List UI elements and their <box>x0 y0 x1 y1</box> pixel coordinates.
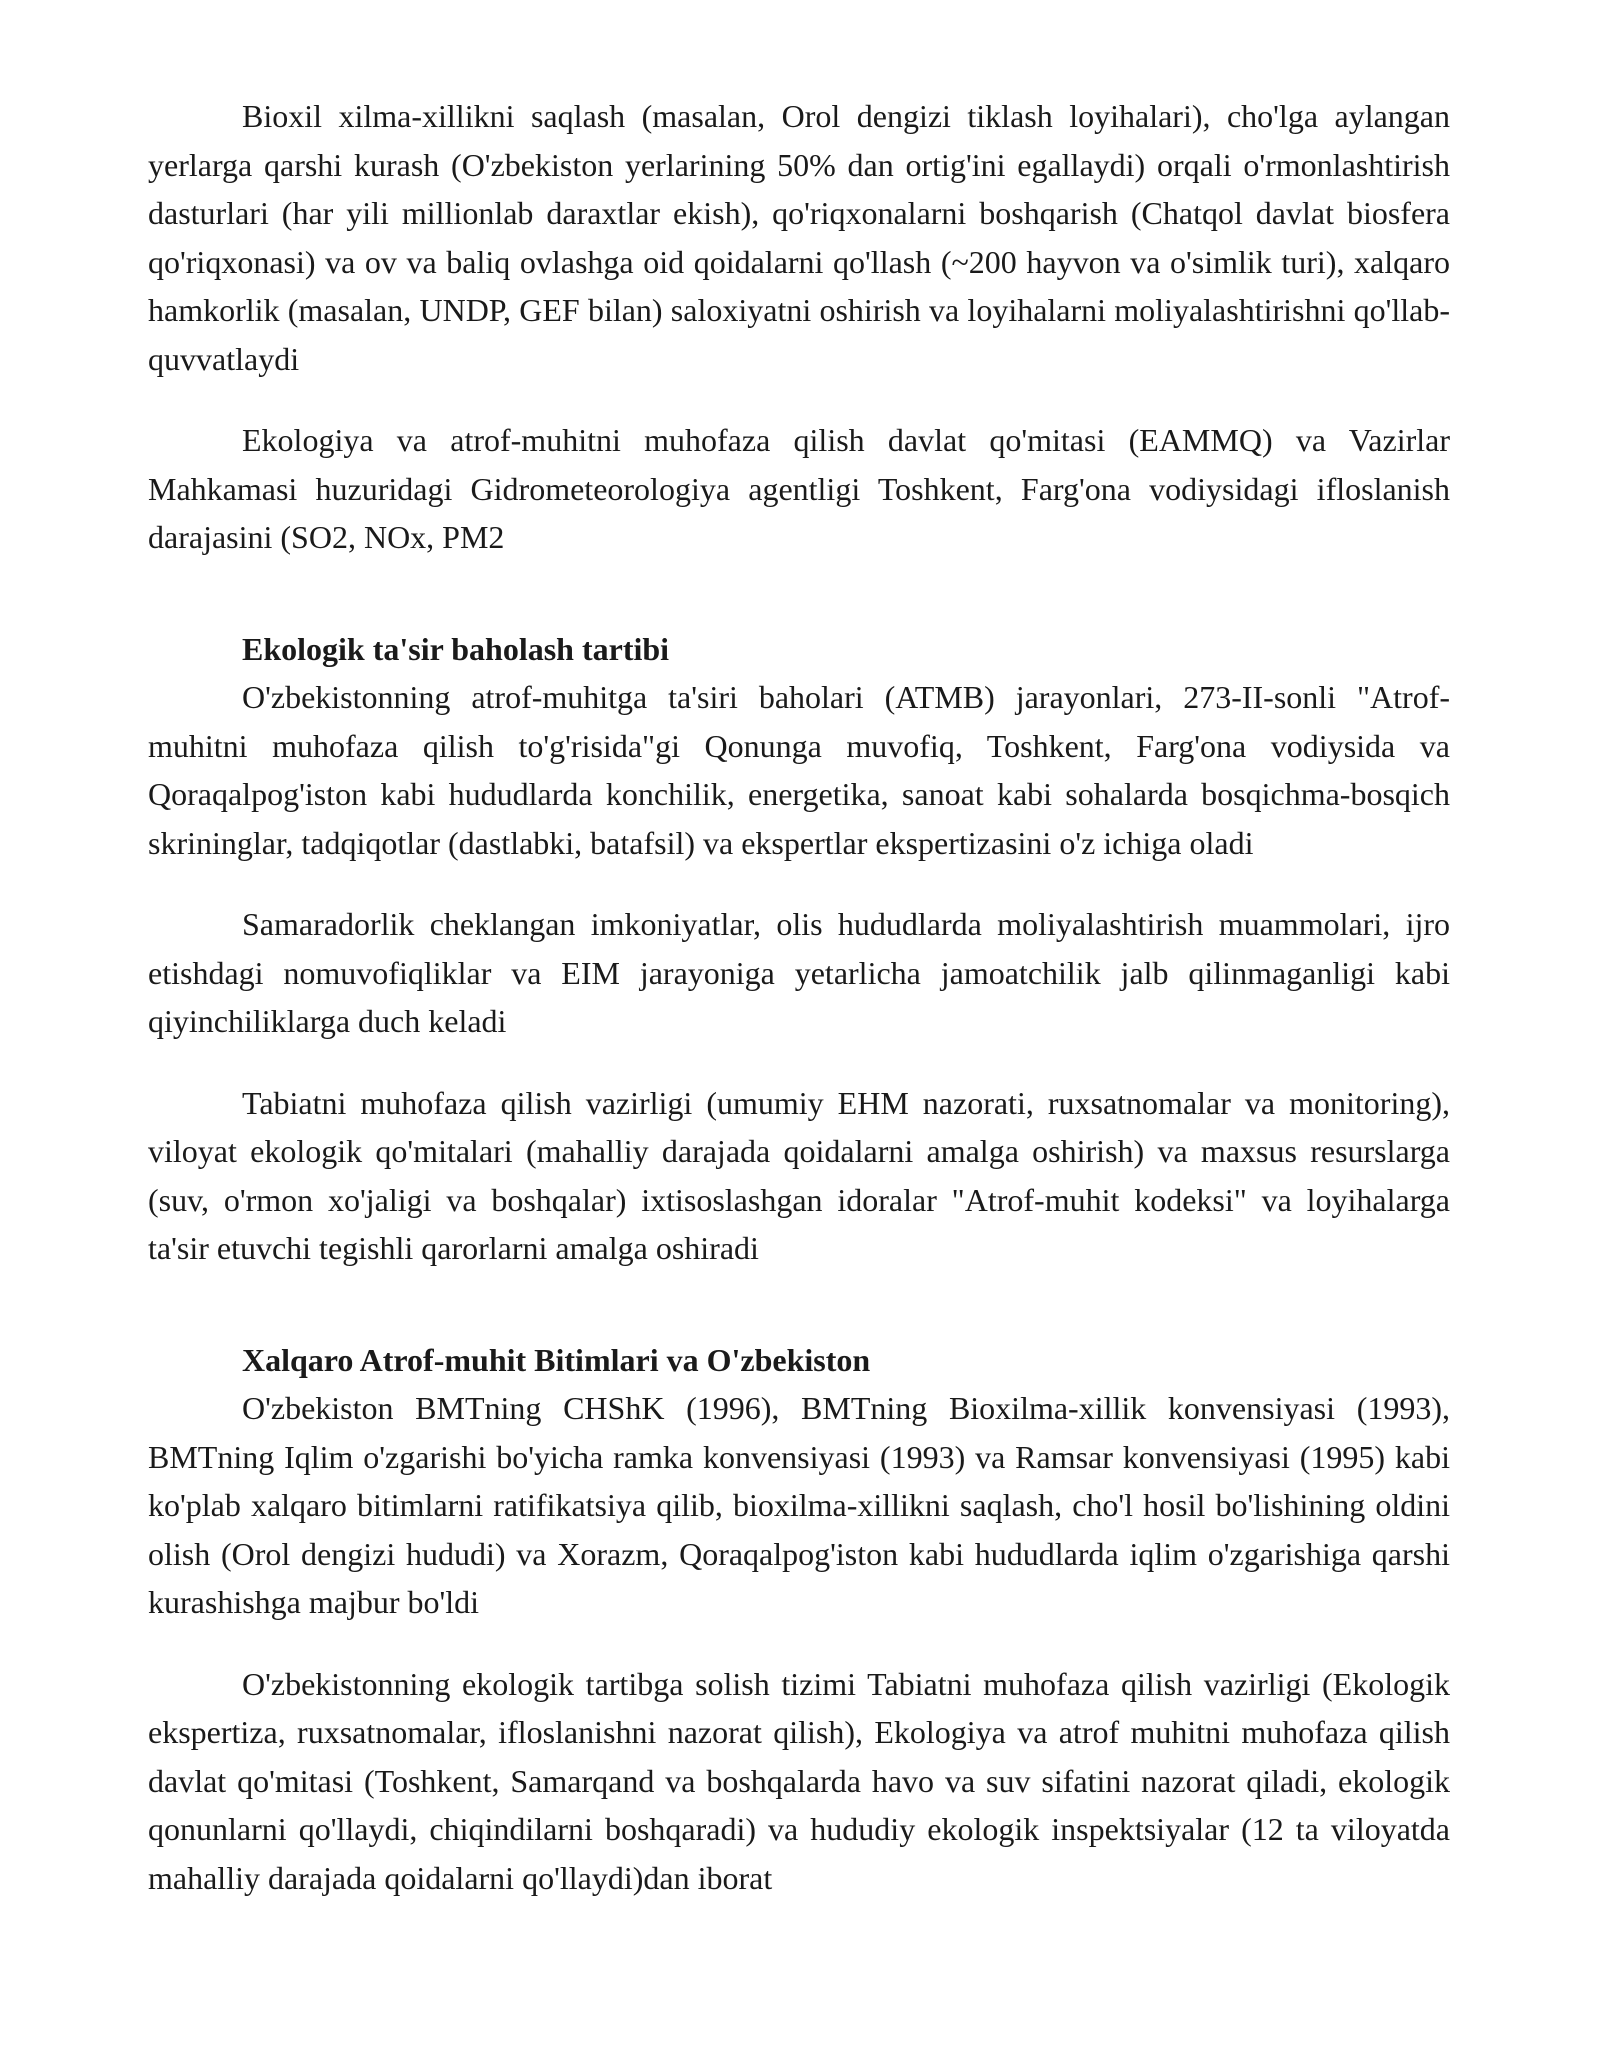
heading-eia-procedure: Ekologik ta'sir baholash tartibi <box>242 630 670 667</box>
paragraph-pollution-monitoring: Ekologiya va atrof-muhitni muhofaza qilish davlat qo'mitasi (EAMMQ) va Vazirlar Mahkamasi huzuridagi Gidrometeorologiya agentligi Toshkent, Farg'ona vodiysidagi ifloslanish darajasini (SO2, NOx, PM2 <box>148 422 1450 555</box>
paragraph-regulatory-system: O'zbekistonning ekologik tartibga solish tizimi Tabiatni muhofaza qilish vazirligi (Ekologik ekspertiza, ruxsatnomalar, ifloslanishni nazorat qilish), Ekologiya va atrof muhitni muhofaza qilish davlat qo'mitasi (Toshkent, Samarqand va boshqalarda havo va suv sifatini nazorat qiladi, ekologik qonunlarni qo'llaydi, chiqindilarni boshqaradi) va hududiy ekologik inspektsiyalar (12 ta viloyatda mahalliy darajada qoidalarni qo'llaydi)dan iborat <box>148 1665 1450 1896</box>
paragraph-agreements: O'zbekiston BMTning CHShK (1996), BMTning Bioxilma-xillik konvensiyasi (1993), BMTning Iqlim o'zgarishi bo'yicha ramka konvensiyasi (1993) va Ramsar konvensiyasi (1995) kabi ko'plab xalqaro bitimlarni ratifikatsiya qilib, bioxilma-xillikni saqlash, cho'l hosil bo'lishining oldini olish (Orol dengizi hududi) va Xorazm, Qoraqalpog'iston kabi hududlarda iqlim o'zgarishiga qarshi kurashishga majbur bo'ldi <box>148 1390 1450 1620</box>
paragraph-agencies: Tabiatni muhofaza qilish vazirligi (umumiy EHM nazorati, ruxsatnomalar va monitoring), viloyat ekologik qo'mitalari (mahalliy darajada qoidalarni amalga oshirish) va maxsus resurslarga (suv, o'rmon xo'jaligi va boshqalar) ixtisoslashgan idoralar "Atrof-muhit kodeksi" va loyihalarga ta'sir etuvchi tegishli qarorlarni amalga oshiradi <box>148 1084 1450 1266</box>
heading-international-agreements: Xalqaro Atrof-muhit Bitimlari va O'zbekiston <box>242 1341 871 1378</box>
document-body <box>148 92 1450 1902</box>
paragraph-biodiversity: Bioxil xilma-xillikni saqlash (masalan, Orol dengizi tiklash loyihalari), cho'lga aylangan yerlarga qarshi kurash (O'zbekiston yerlarining 50% dan ortig'ini egallaydi) orqali o'rmonlashtirish dasturlari (har yili millionlab daraxtlar ekish), qo'riqxonalarni boshqarish (Chatqol davlat biosfera qo'riqxonasi) va ov va baliq ovlashga oid qoidalarni qo'llash (~200 hayvon va o'simlik turi), xalqaro hamkorlik (masalan, UNDP, GEF bilan) saloxiyatni oshirish va loyihalarni moliyalashtirishni qo'llab-quvvatlaydi <box>148 98 1450 377</box>
paragraph-eia-challenges: Samaradorlik cheklangan imkoniyatlar, olis hududlarda moliyalashtirish muammolari, ijro etishdagi nomuvofiqliklar va EIM jarayoniga yetarlicha jamoatchilik jalb qilinmaganligi kabi qiyinchiliklarga duch keladi <box>148 906 1450 1039</box>
paragraph-eia-process: O'zbekistonning atrof-muhitga ta'siri baholari (ATMB) jarayonlari, 273-II-sonli "Atrof-muhitni muhofaza qilish to'g'risida"gi Qonunga muvofiq, Toshkent, Farg'ona vodiysida va Qoraqalpog'iston kabi hududlarda konchilik, energetika, sanoat kabi sohalarda bosqichma-bosqich skrininglar, tadqiqotlar (dastlabki, batafsil) va ekspertlar ekspertizasini o'z ichiga oladi <box>148 679 1450 861</box>
